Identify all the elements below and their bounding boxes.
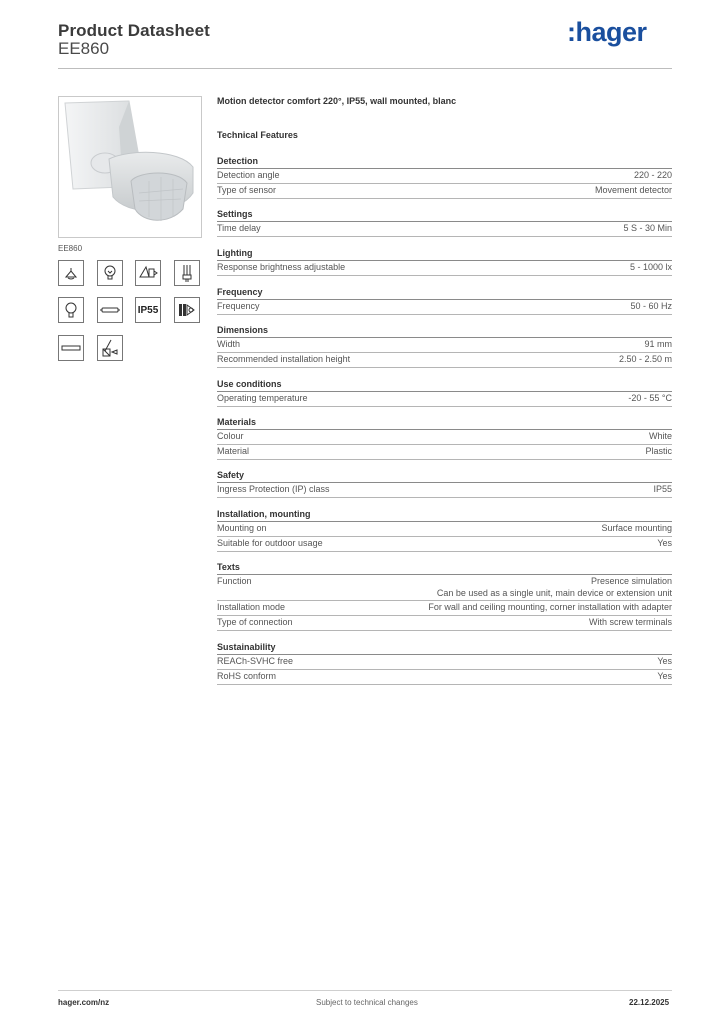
spec-row <box>217 616 672 631</box>
spec-label: Detection angle <box>217 170 280 180</box>
technical-features-title: Technical Features <box>217 130 298 140</box>
spec-value: IP55 <box>653 484 672 494</box>
section-title: Materials <box>217 417 257 427</box>
spec-row <box>217 353 672 368</box>
spec-row <box>217 575 672 601</box>
motion-detector-illustration <box>59 97 201 237</box>
spec-row <box>217 261 672 276</box>
section-title: Frequency <box>217 287 263 297</box>
spec-value: Yes <box>657 656 672 666</box>
product-code: EE860 <box>58 39 110 58</box>
bulb-icon <box>97 260 123 286</box>
spec-row <box>217 392 672 407</box>
hager-logo: :hager <box>567 17 647 47</box>
spec-row <box>217 222 672 237</box>
spec-label: RoHS conform <box>217 671 277 682</box>
spec-value: 220 - 220 <box>633 170 672 180</box>
spec-value: For wall and ceiling mounting, corner installation with adapter <box>428 602 672 612</box>
halogen-transformer-icon <box>135 260 161 286</box>
page-title: Product Datasheet <box>58 21 210 40</box>
wall-mounting-icon <box>97 335 123 361</box>
spec-value: 91 mm <box>644 339 672 349</box>
section-title: Lighting <box>217 248 253 258</box>
spec-row <box>217 522 672 537</box>
spec-value: Yes <box>657 538 672 549</box>
footer-website: hager.com/nz <box>58 998 110 1007</box>
spec-value: -20 - 55 °C <box>628 393 672 403</box>
spec-label: Mounting on <box>217 523 267 533</box>
ip55-icon <box>135 297 161 323</box>
section-title: Detection <box>217 156 259 166</box>
footer-date: 22.12.2025 <box>629 998 670 1007</box>
spec-label: Colour <box>217 431 244 441</box>
spec-row <box>217 670 672 685</box>
section-title: Safety <box>217 470 245 480</box>
spec-value: Presence simulation <box>590 576 672 586</box>
spec-value: Plastic <box>645 446 672 457</box>
spec-label: Operating temperature <box>217 393 308 403</box>
spec-label: Type of connection <box>217 617 293 628</box>
spec-label: Width <box>217 339 241 349</box>
spec-label: Frequency <box>217 301 260 311</box>
spec-label: Material <box>217 446 250 457</box>
spec-value: Yes <box>657 671 672 682</box>
tube-lamp-icon <box>58 335 84 361</box>
spec-row <box>217 169 672 184</box>
spec-value: White <box>648 431 672 441</box>
footer-notice: Subject to technical changes <box>316 998 418 1007</box>
section-title: Use conditions <box>217 379 282 389</box>
spec-value: Movement detector <box>594 185 672 196</box>
spec-label: Recommended installation height <box>217 354 351 365</box>
spec-label: Response brightness adjustable <box>217 262 346 272</box>
spec-row <box>217 300 672 315</box>
ip55-label: IP55 <box>137 304 159 316</box>
spec-label: Suitable for outdoor usage <box>217 538 323 549</box>
spec-row <box>217 430 672 445</box>
spec-row <box>217 655 672 670</box>
energy-saving-lamp-icon <box>174 260 200 286</box>
section-title: Settings <box>217 209 253 219</box>
spec-row <box>217 338 672 353</box>
spec-label: Ingress Protection (IP) class <box>217 484 330 494</box>
section-title: Dimensions <box>217 325 269 335</box>
product-image <box>58 96 202 238</box>
led-driver-icon <box>174 297 200 323</box>
section-title: Installation, mounting <box>217 509 311 519</box>
spec-value: With screw terminals <box>588 617 672 628</box>
image-caption: EE860 <box>58 244 83 253</box>
spec-label: Function <box>217 576 252 586</box>
section-title: Sustainability <box>217 642 276 652</box>
fluorescent-tube-icon <box>97 297 123 323</box>
spec-value-secondary: Can be used as a single unit, main device or extension unit <box>436 588 672 598</box>
spec-row <box>217 445 672 460</box>
spec-value: 50 - 60 Hz <box>630 301 672 311</box>
spec-value: 5 - 1000 lx <box>629 262 672 272</box>
spec-value: 2.50 - 2.50 m <box>618 354 672 365</box>
spec-row <box>217 601 672 616</box>
footer-divider <box>58 990 672 991</box>
spec-row <box>217 537 672 552</box>
spec-row <box>217 184 672 199</box>
spec-label: Installation mode <box>217 602 286 612</box>
ceiling-lamp-icon <box>58 260 84 286</box>
spec-value: 5 S - 30 Min <box>623 223 672 233</box>
spec-row <box>217 483 672 498</box>
spec-value: Surface mounting <box>601 523 672 533</box>
header-divider <box>58 68 672 69</box>
product-description: Motion detector comfort 220°, IP55, wall mounted, blanc <box>217 96 457 106</box>
spec-label: Time delay <box>217 223 261 233</box>
section-title: Texts <box>217 562 240 572</box>
spec-label: Type of sensor <box>217 185 277 196</box>
spec-label: REACh-SVHC free <box>217 656 294 666</box>
incandescent-bulb-icon <box>58 297 84 323</box>
